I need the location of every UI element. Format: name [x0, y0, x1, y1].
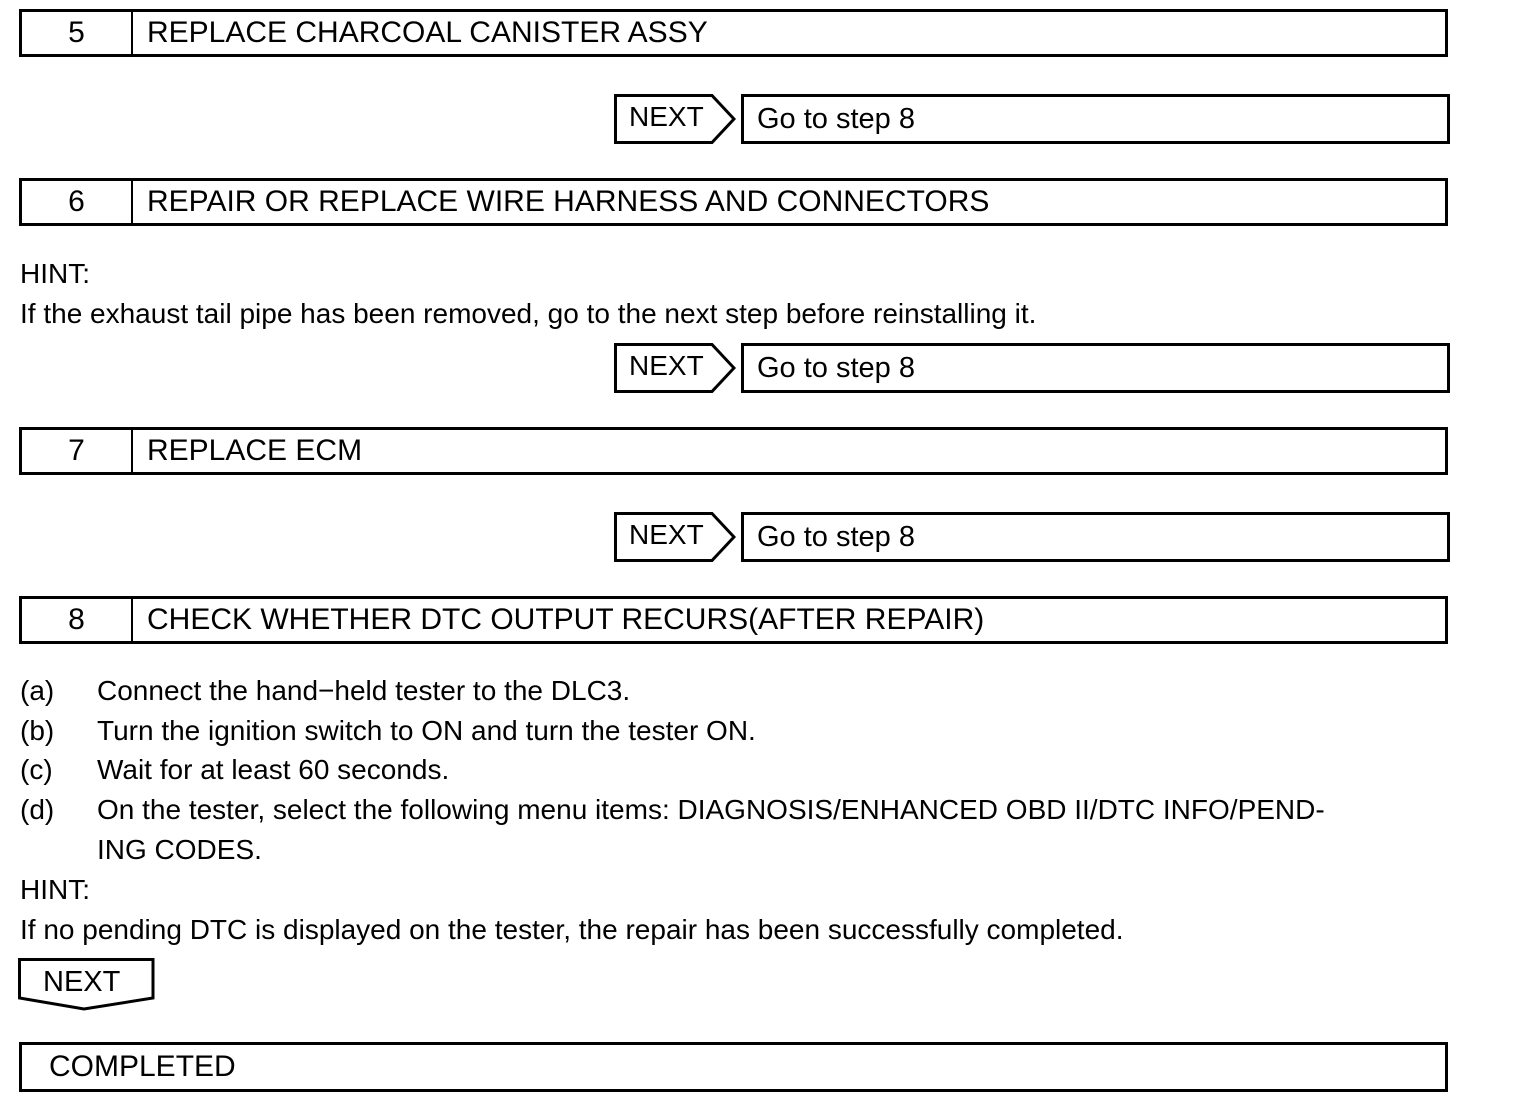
- hint-label: HINT:: [20, 258, 90, 289]
- next-label: NEXT: [629, 519, 704, 550]
- completed-box: COMPLETED: [19, 1042, 1448, 1092]
- hint-label: HINT:: [20, 874, 90, 905]
- next-label: NEXT: [43, 966, 121, 998]
- list-marker: (c): [20, 754, 53, 785]
- step-number: 5: [22, 12, 133, 54]
- hint-text: If no pending DTC is displayed on the tester, the repair has been successfully completed.: [20, 914, 1124, 945]
- step-title: REPLACE CHARCOAL CANISTER ASSY: [147, 16, 708, 49]
- list-item-text: Connect the hand−held tester to the DLC3.: [97, 675, 631, 706]
- hint-text: If the exhaust tail pipe has been removed, go to the next step before reinstalling it.: [20, 298, 1037, 329]
- step-number: 7: [22, 430, 133, 472]
- step-number: 6: [22, 181, 133, 223]
- step-6-header: [19, 178, 1448, 226]
- list-marker: (a): [20, 675, 55, 706]
- next-arrow-button[interactable]: [614, 94, 736, 144]
- step-number: 8: [22, 599, 133, 641]
- list-item-text: On the tester, select the following menu items: DIAGNOSIS/ENHANCED OBD II/DTC INFO/PEND-: [97, 794, 1325, 825]
- list-item-text: Turn the ignition switch to ON and turn the tester ON.: [97, 715, 756, 746]
- next-down-arrow-button[interactable]: [18, 958, 156, 1012]
- next-label: NEXT: [629, 101, 704, 132]
- list-item-text: Wait for at least 60 seconds.: [97, 754, 450, 785]
- list-marker: (d): [20, 794, 55, 825]
- step-7-header: [19, 427, 1448, 475]
- next-row-step-7: [614, 512, 1450, 562]
- step-title: REPLACE ECM: [147, 434, 363, 467]
- next-arrow-button[interactable]: [614, 512, 736, 562]
- list-item-text-continued: ING CODES.: [97, 834, 262, 865]
- list-marker: (b): [20, 715, 55, 746]
- next-label: NEXT: [629, 350, 704, 381]
- next-row-step-5: [614, 94, 1450, 144]
- step-5-header: [19, 9, 1448, 57]
- step-8-header: [19, 596, 1448, 644]
- next-arrow-button[interactable]: [614, 343, 736, 393]
- goto-step-box: Go to step 8: [741, 94, 1450, 144]
- next-row-step-6: [614, 343, 1450, 393]
- goto-step-box: Go to step 8: [741, 343, 1450, 393]
- step-title: REPAIR OR REPLACE WIRE HARNESS AND CONNECTORS: [147, 185, 990, 218]
- goto-step-box: Go to step 8: [741, 512, 1450, 562]
- step-title: CHECK WHETHER DTC OUTPUT RECURS(AFTER REPAIR): [147, 603, 985, 636]
